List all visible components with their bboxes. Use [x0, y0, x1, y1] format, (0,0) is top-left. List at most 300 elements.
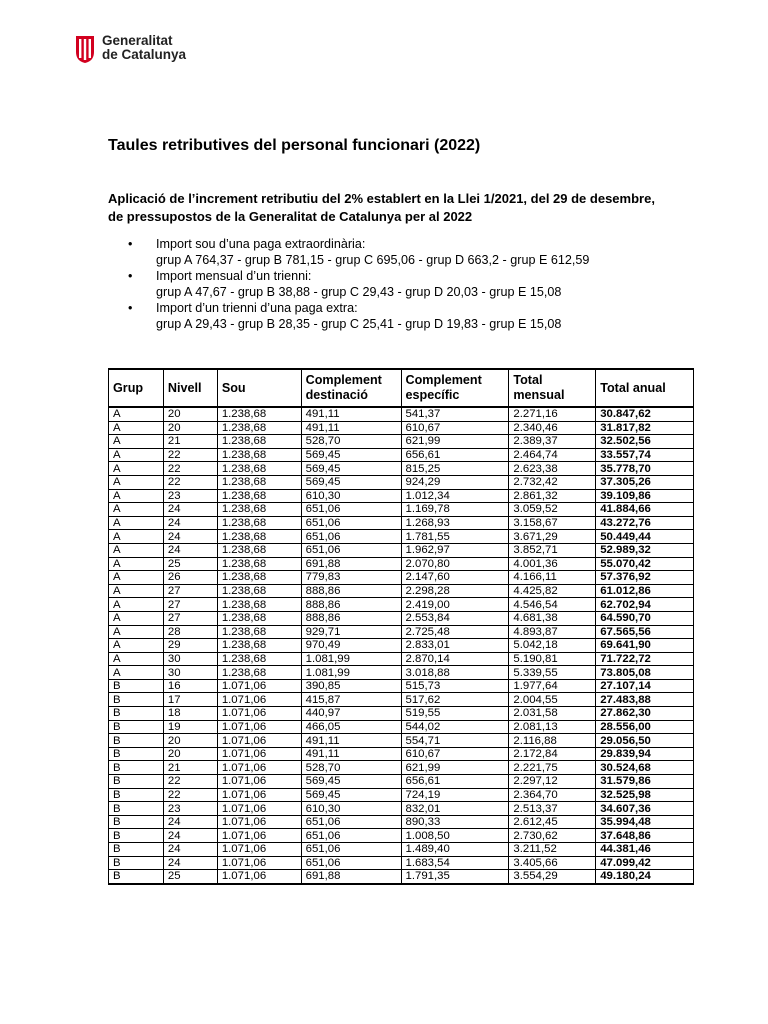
cell-total-anual: 57.376,92 — [596, 571, 694, 585]
cell-nivell: 22 — [163, 788, 217, 802]
cell-nivell: 21 — [163, 761, 217, 775]
cell-sou: 1.071,06 — [217, 693, 301, 707]
cell-total-anual: 49.180,24 — [596, 870, 694, 884]
cell-sou: 1.238,68 — [217, 448, 301, 462]
cell-total-anual: 37.648,86 — [596, 829, 694, 843]
cell-complement-especific: 2.553,84 — [401, 611, 509, 625]
cell-complement-destinacio: 569,45 — [301, 775, 401, 789]
cell-total-anual: 61.012,86 — [596, 584, 694, 598]
cell-complement-especific: 1.683,54 — [401, 856, 509, 870]
cell-total-anual: 30.524,68 — [596, 761, 694, 775]
cell-complement-destinacio: 691,88 — [301, 557, 401, 571]
cell-grup: A — [109, 639, 164, 653]
cell-complement-especific: 2.725,48 — [401, 625, 509, 639]
cell-grup: B — [109, 843, 164, 857]
cell-total-anual: 62.702,94 — [596, 598, 694, 612]
cell-total-anual: 31.579,86 — [596, 775, 694, 789]
cell-nivell: 29 — [163, 639, 217, 653]
cell-sou: 1.071,06 — [217, 707, 301, 721]
cell-total-anual: 34.607,36 — [596, 802, 694, 816]
cell-complement-destinacio: 569,45 — [301, 788, 401, 802]
cell-total-anual: 73.805,08 — [596, 666, 694, 680]
cell-nivell: 26 — [163, 571, 217, 585]
table-row — [109, 475, 694, 489]
cell-total-mensual: 2.861,32 — [509, 489, 596, 503]
cell-total-anual: 32.525,98 — [596, 788, 694, 802]
table-row — [109, 693, 694, 707]
document-subtitle: Aplicació de l’increment retributiu del 2% establert en la Llei 1/2021, del 29 de desembre, de pressupostos de la Generalitat de Catalunya per al 2022 — [108, 191, 655, 224]
cell-sou: 1.238,68 — [217, 598, 301, 612]
cell-sou: 1.071,06 — [217, 870, 301, 884]
cell-total-anual: 55.070,42 — [596, 557, 694, 571]
table-row — [109, 571, 694, 585]
cell-complement-destinacio: 888,86 — [301, 611, 401, 625]
bullet-heading: • Import d’un trienni d’una paga extra: — [156, 301, 358, 315]
cell-total-mensual: 2.623,38 — [509, 462, 596, 476]
cell-grup: A — [109, 462, 164, 476]
cell-total-anual: 35.994,48 — [596, 815, 694, 829]
cell-complement-especific: 2.870,14 — [401, 652, 509, 666]
table-row — [109, 598, 694, 612]
bullet-item — [128, 268, 589, 300]
cell-sou: 1.238,68 — [217, 543, 301, 557]
cell-sou: 1.071,06 — [217, 815, 301, 829]
cell-sou: 1.071,06 — [217, 856, 301, 870]
table-row — [109, 584, 694, 598]
cell-total-anual: 67.565,56 — [596, 625, 694, 639]
cell-complement-especific: 924,29 — [401, 475, 509, 489]
cell-grup: A — [109, 489, 164, 503]
table-row — [109, 489, 694, 503]
cell-nivell: 27 — [163, 584, 217, 598]
cell-total-mensual: 5.190,81 — [509, 652, 596, 666]
cell-nivell: 24 — [163, 503, 217, 517]
table-row — [109, 802, 694, 816]
document-title: Taules retributives del personal funcionari (2022) — [108, 137, 481, 154]
cell-total-anual: 28.556,00 — [596, 720, 694, 734]
cell-total-anual: 30.847,62 — [596, 407, 694, 421]
cell-nivell: 28 — [163, 625, 217, 639]
bullet-heading: • Import sou d’una paga extraordinària: — [156, 237, 366, 251]
cell-sou: 1.071,06 — [217, 747, 301, 761]
cell-total-anual: 32.502,56 — [596, 435, 694, 449]
cell-grup: B — [109, 802, 164, 816]
cell-complement-destinacio: 651,06 — [301, 503, 401, 517]
cell-complement-destinacio: 888,86 — [301, 584, 401, 598]
table-row — [109, 734, 694, 748]
cell-nivell: 21 — [163, 435, 217, 449]
table-row — [109, 611, 694, 625]
cell-complement-destinacio: 888,86 — [301, 598, 401, 612]
cell-nivell: 20 — [163, 421, 217, 435]
cell-total-anual: 50.449,44 — [596, 530, 694, 544]
cell-complement-especific: 621,99 — [401, 761, 509, 775]
table-row — [109, 407, 694, 421]
cell-total-anual: 35.778,70 — [596, 462, 694, 476]
cell-grup: A — [109, 448, 164, 462]
cell-complement-especific: 2.298,28 — [401, 584, 509, 598]
cell-total-mensual: 4.681,38 — [509, 611, 596, 625]
cell-total-anual: 69.641,90 — [596, 639, 694, 653]
cell-total-mensual: 2.221,75 — [509, 761, 596, 775]
cell-complement-especific: 517,62 — [401, 693, 509, 707]
cell-grup: B — [109, 829, 164, 843]
cell-sou: 1.071,06 — [217, 802, 301, 816]
cell-nivell: 23 — [163, 802, 217, 816]
cell-total-anual: 31.817,82 — [596, 421, 694, 435]
cell-total-mensual: 5.042,18 — [509, 639, 596, 653]
cell-grup: A — [109, 571, 164, 585]
cell-total-mensual: 4.001,36 — [509, 557, 596, 571]
table-row — [109, 462, 694, 476]
header-grup: Grup — [109, 369, 164, 407]
cell-total-anual: 41.884,66 — [596, 503, 694, 517]
generalitat-logo — [74, 34, 186, 64]
cell-grup: A — [109, 407, 164, 421]
cell-total-anual: 27.107,14 — [596, 679, 694, 693]
cell-complement-destinacio: 1.081,99 — [301, 652, 401, 666]
cell-grup: B — [109, 856, 164, 870]
table-row — [109, 775, 694, 789]
cell-grup: B — [109, 720, 164, 734]
cell-complement-destinacio: 415,87 — [301, 693, 401, 707]
cell-complement-especific: 724,19 — [401, 788, 509, 802]
cell-complement-especific: 2.833,01 — [401, 639, 509, 653]
cell-sou: 1.071,06 — [217, 775, 301, 789]
table-row — [109, 829, 694, 843]
cell-complement-destinacio: 970,49 — [301, 639, 401, 653]
cell-grup: B — [109, 747, 164, 761]
cell-nivell: 24 — [163, 543, 217, 557]
table-row — [109, 557, 694, 571]
cell-total-anual: 27.862,30 — [596, 707, 694, 721]
cell-total-anual: 52.989,32 — [596, 543, 694, 557]
table-row — [109, 435, 694, 449]
cell-grup: B — [109, 693, 164, 707]
cell-complement-destinacio: 491,11 — [301, 421, 401, 435]
cell-total-mensual: 3.158,67 — [509, 516, 596, 530]
cell-total-mensual: 2.116,88 — [509, 734, 596, 748]
cell-sou: 1.071,06 — [217, 788, 301, 802]
cell-total-anual: 47.099,42 — [596, 856, 694, 870]
cell-complement-destinacio: 779,83 — [301, 571, 401, 585]
cell-total-mensual: 2.513,37 — [509, 802, 596, 816]
cell-complement-especific: 1.962,97 — [401, 543, 509, 557]
cell-sou: 1.238,68 — [217, 611, 301, 625]
cell-nivell: 16 — [163, 679, 217, 693]
table-row — [109, 856, 694, 870]
cell-complement-especific: 610,67 — [401, 747, 509, 761]
cell-nivell: 30 — [163, 652, 217, 666]
cell-nivell: 24 — [163, 516, 217, 530]
table-row — [109, 625, 694, 639]
cell-sou: 1.238,68 — [217, 475, 301, 489]
cell-sou: 1.238,68 — [217, 666, 301, 680]
cell-grup: A — [109, 584, 164, 598]
cell-complement-especific: 1.781,55 — [401, 530, 509, 544]
cell-total-mensual: 3.211,52 — [509, 843, 596, 857]
bullet-item — [128, 236, 589, 268]
cell-total-mensual: 3.554,29 — [509, 870, 596, 884]
cell-total-mensual: 2.004,55 — [509, 693, 596, 707]
cell-grup: A — [109, 557, 164, 571]
cell-complement-especific: 656,61 — [401, 448, 509, 462]
cell-grup: A — [109, 666, 164, 680]
logo-line-1: Generalitat — [102, 33, 173, 48]
cell-complement-especific: 1.169,78 — [401, 503, 509, 517]
cell-total-mensual: 2.081,13 — [509, 720, 596, 734]
logo-wordmark — [102, 34, 186, 62]
cell-total-mensual: 2.389,37 — [509, 435, 596, 449]
cell-grup: A — [109, 543, 164, 557]
cell-complement-especific: 1.008,50 — [401, 829, 509, 843]
cell-complement-destinacio: 651,06 — [301, 543, 401, 557]
table-row — [109, 652, 694, 666]
cell-grup: A — [109, 475, 164, 489]
cell-grup: B — [109, 707, 164, 721]
cell-grup: B — [109, 761, 164, 775]
catalan-flag-logo-icon — [74, 34, 96, 64]
cell-complement-especific: 1.268,93 — [401, 516, 509, 530]
cell-nivell: 20 — [163, 734, 217, 748]
cell-grup: B — [109, 815, 164, 829]
cell-sou: 1.238,68 — [217, 489, 301, 503]
cell-nivell: 19 — [163, 720, 217, 734]
table-row — [109, 679, 694, 693]
cell-total-mensual: 2.297,12 — [509, 775, 596, 789]
cell-sou: 1.238,68 — [217, 652, 301, 666]
cell-total-mensual: 4.166,11 — [509, 571, 596, 585]
cell-complement-especific: 544,02 — [401, 720, 509, 734]
cell-complement-especific: 2.147,60 — [401, 571, 509, 585]
cell-sou: 1.071,06 — [217, 843, 301, 857]
cell-total-mensual: 3.671,29 — [509, 530, 596, 544]
cell-complement-destinacio: 569,45 — [301, 448, 401, 462]
cell-total-mensual: 1.977,64 — [509, 679, 596, 693]
cell-sou: 1.238,68 — [217, 625, 301, 639]
cell-nivell: 25 — [163, 557, 217, 571]
cell-total-mensual: 4.893,87 — [509, 625, 596, 639]
cell-complement-destinacio: 691,88 — [301, 870, 401, 884]
cell-total-mensual: 2.340,46 — [509, 421, 596, 435]
cell-complement-especific: 621,99 — [401, 435, 509, 449]
cell-complement-destinacio: 569,45 — [301, 475, 401, 489]
cell-complement-especific: 1.791,35 — [401, 870, 509, 884]
cell-nivell: 27 — [163, 611, 217, 625]
cell-total-anual: 27.483,88 — [596, 693, 694, 707]
table-row — [109, 516, 694, 530]
cell-sou: 1.238,68 — [217, 516, 301, 530]
cell-complement-destinacio: 528,70 — [301, 435, 401, 449]
table-body — [109, 407, 694, 884]
cell-nivell: 25 — [163, 870, 217, 884]
cell-sou: 1.238,68 — [217, 571, 301, 585]
cell-complement-especific: 610,67 — [401, 421, 509, 435]
cell-grup: A — [109, 625, 164, 639]
cell-nivell: 17 — [163, 693, 217, 707]
cell-grup: A — [109, 652, 164, 666]
cell-total-mensual: 2.732,42 — [509, 475, 596, 489]
cell-complement-destinacio: 929,71 — [301, 625, 401, 639]
cell-total-mensual: 4.546,54 — [509, 598, 596, 612]
cell-sou: 1.071,06 — [217, 761, 301, 775]
cell-complement-especific: 815,25 — [401, 462, 509, 476]
cell-grup: A — [109, 516, 164, 530]
cell-sou: 1.071,06 — [217, 679, 301, 693]
cell-grup: B — [109, 788, 164, 802]
cell-total-mensual: 2.464,74 — [509, 448, 596, 462]
bullet-detail: grup A 764,37 - grup B 781,15 - grup C 695,06 - grup D 663,2 - grup E 612,59 — [156, 253, 590, 267]
cell-complement-destinacio: 651,06 — [301, 815, 401, 829]
cell-total-anual: 44.381,46 — [596, 843, 694, 857]
cell-nivell: 22 — [163, 775, 217, 789]
table-row — [109, 543, 694, 557]
table-header-row — [109, 369, 694, 407]
cell-total-mensual: 2.730,62 — [509, 829, 596, 843]
cell-grup: A — [109, 421, 164, 435]
cell-grup: B — [109, 775, 164, 789]
cell-complement-destinacio: 491,11 — [301, 407, 401, 421]
cell-complement-destinacio: 610,30 — [301, 489, 401, 503]
cell-sou: 1.238,68 — [217, 584, 301, 598]
cell-complement-destinacio: 390,85 — [301, 679, 401, 693]
cell-grup: B — [109, 679, 164, 693]
bullet-detail: grup A 47,67 - grup B 38,88 - grup C 29,43 - grup D 20,03 - grup E 15,08 — [156, 285, 562, 299]
cell-total-anual: 29.839,94 — [596, 747, 694, 761]
cell-total-mensual: 2.271,16 — [509, 407, 596, 421]
cell-complement-especific: 832,01 — [401, 802, 509, 816]
cell-complement-especific: 3.018,88 — [401, 666, 509, 680]
cell-complement-destinacio: 610,30 — [301, 802, 401, 816]
cell-sou: 1.238,68 — [217, 557, 301, 571]
cell-total-anual: 71.722,72 — [596, 652, 694, 666]
cell-nivell: 20 — [163, 747, 217, 761]
header-total-mensual: Total mensual — [509, 369, 596, 407]
bullet-heading: • Import mensual d’un trienni: — [156, 269, 312, 283]
cell-total-mensual: 3.405,66 — [509, 856, 596, 870]
table-row — [109, 707, 694, 721]
cell-complement-destinacio: 651,06 — [301, 843, 401, 857]
cell-total-mensual: 2.612,45 — [509, 815, 596, 829]
bullet-detail: grup A 29,43 - grup B 28,35 - grup C 25,41 - grup D 19,83 - grup E 15,08 — [156, 317, 562, 331]
cell-complement-especific: 515,73 — [401, 679, 509, 693]
cell-complement-destinacio: 1.081,99 — [301, 666, 401, 680]
table-row — [109, 870, 694, 884]
table-row — [109, 761, 694, 775]
cell-complement-especific: 1.012,34 — [401, 489, 509, 503]
cell-sou: 1.238,68 — [217, 639, 301, 653]
cell-complement-especific: 554,71 — [401, 734, 509, 748]
logo-line-2: de Catalunya — [102, 47, 187, 62]
table-row — [109, 843, 694, 857]
bullet-list — [128, 236, 589, 332]
cell-grup: A — [109, 611, 164, 625]
cell-complement-especific: 1.489,40 — [401, 843, 509, 857]
cell-nivell: 30 — [163, 666, 217, 680]
cell-complement-destinacio: 651,06 — [301, 829, 401, 843]
cell-sou: 1.238,68 — [217, 435, 301, 449]
cell-sou: 1.238,68 — [217, 407, 301, 421]
cell-sou: 1.238,68 — [217, 503, 301, 517]
cell-complement-destinacio: 491,11 — [301, 747, 401, 761]
cell-total-anual: 29.056,50 — [596, 734, 694, 748]
cell-complement-destinacio: 651,06 — [301, 856, 401, 870]
cell-total-mensual: 2.364,70 — [509, 788, 596, 802]
cell-total-mensual: 4.425,82 — [509, 584, 596, 598]
cell-sou: 1.238,68 — [217, 530, 301, 544]
cell-total-mensual: 3.852,71 — [509, 543, 596, 557]
cell-complement-destinacio: 491,11 — [301, 734, 401, 748]
bullet-item — [128, 300, 589, 332]
cell-complement-destinacio: 569,45 — [301, 462, 401, 476]
header-sou: Sou — [217, 369, 301, 407]
cell-nivell: 24 — [163, 856, 217, 870]
cell-nivell: 24 — [163, 530, 217, 544]
cell-nivell: 20 — [163, 407, 217, 421]
cell-total-mensual: 3.059,52 — [509, 503, 596, 517]
header-complement-destinacio: Complement destinació — [301, 369, 401, 407]
cell-complement-especific: 890,33 — [401, 815, 509, 829]
cell-total-anual: 37.305,26 — [596, 475, 694, 489]
cell-nivell: 18 — [163, 707, 217, 721]
table-row — [109, 788, 694, 802]
cell-nivell: 24 — [163, 829, 217, 843]
cell-complement-especific: 519,55 — [401, 707, 509, 721]
header-nivell: Nivell — [163, 369, 217, 407]
table-row — [109, 666, 694, 680]
cell-sou: 1.238,68 — [217, 462, 301, 476]
cell-complement-especific: 2.419,00 — [401, 598, 509, 612]
cell-total-mensual: 2.172,84 — [509, 747, 596, 761]
cell-sou: 1.071,06 — [217, 720, 301, 734]
cell-nivell: 24 — [163, 815, 217, 829]
cell-total-mensual: 2.031,58 — [509, 707, 596, 721]
cell-grup: A — [109, 598, 164, 612]
table-row — [109, 530, 694, 544]
cell-complement-destinacio: 466,05 — [301, 720, 401, 734]
cell-total-anual: 64.590,70 — [596, 611, 694, 625]
cell-grup: A — [109, 530, 164, 544]
cell-nivell: 24 — [163, 843, 217, 857]
table-row — [109, 815, 694, 829]
cell-sou: 1.071,06 — [217, 829, 301, 843]
cell-nivell: 22 — [163, 462, 217, 476]
cell-grup: B — [109, 870, 164, 884]
table-row — [109, 639, 694, 653]
cell-total-anual: 33.557,74 — [596, 448, 694, 462]
cell-sou: 1.238,68 — [217, 421, 301, 435]
cell-complement-destinacio: 651,06 — [301, 516, 401, 530]
table-row — [109, 720, 694, 734]
salary-table — [108, 368, 694, 885]
cell-complement-especific: 656,61 — [401, 775, 509, 789]
table-row — [109, 503, 694, 517]
table-row — [109, 421, 694, 435]
cell-total-anual: 43.272,76 — [596, 516, 694, 530]
cell-sou: 1.071,06 — [217, 734, 301, 748]
header-complement-especific: Complement específic — [401, 369, 509, 407]
cell-grup: A — [109, 435, 164, 449]
header-total-anual: Total anual — [596, 369, 694, 407]
cell-complement-destinacio: 440,97 — [301, 707, 401, 721]
cell-nivell: 27 — [163, 598, 217, 612]
cell-grup: B — [109, 734, 164, 748]
cell-total-anual: 39.109,86 — [596, 489, 694, 503]
cell-nivell: 22 — [163, 475, 217, 489]
cell-nivell: 23 — [163, 489, 217, 503]
cell-grup: A — [109, 503, 164, 517]
table-row — [109, 747, 694, 761]
